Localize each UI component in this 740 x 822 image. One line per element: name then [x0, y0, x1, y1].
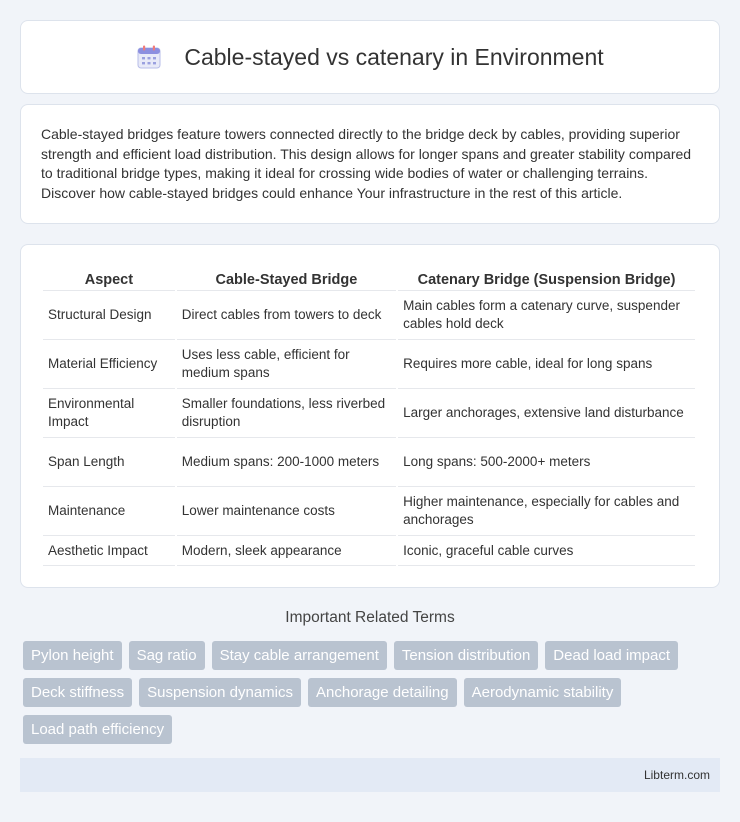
table-row — [43, 389, 695, 438]
tag-dead-load-impact[interactable]: Dead load impact — [545, 641, 678, 670]
column-header-cable-stayed: Cable-Stayed Bridge — [177, 265, 396, 291]
footer-brand-link[interactable]: Libterm.com — [643, 768, 710, 782]
tag-sag-ratio[interactable]: Sag ratio — [129, 641, 205, 670]
table-cell: Environmental Impact — [43, 389, 175, 438]
comparison-card — [20, 244, 720, 588]
table-row — [43, 536, 695, 566]
table-cell: Medium spans: 200-1000 meters — [177, 438, 396, 487]
calendar-icon — [136, 44, 162, 70]
table-cell: Higher maintenance, especially for cables and anchorages — [398, 487, 695, 536]
tag-load-path-efficiency[interactable]: Load path efficiency — [23, 715, 172, 744]
tag-suspension-dynamics[interactable]: Suspension dynamics — [139, 678, 301, 707]
tag-deck-stiffness[interactable]: Deck stiffness — [23, 678, 132, 707]
tag-aerodynamic-stability[interactable]: Aerodynamic stability — [464, 678, 622, 707]
table-cell: Main cables form a catenary curve, suspender cables hold deck — [398, 291, 695, 340]
table-cell: Direct cables from towers to deck — [177, 291, 396, 340]
intro-card — [20, 104, 720, 224]
table-cell: Span Length — [43, 438, 175, 487]
tag-anchorage-detailing[interactable]: Anchorage detailing — [308, 678, 457, 707]
comparison-table — [41, 265, 697, 566]
table-cell: Material Efficiency — [43, 340, 175, 389]
table-cell: Modern, sleek appearance — [177, 536, 396, 566]
tag-stay-cable-arrangement[interactable]: Stay cable arrangement — [212, 641, 387, 670]
table-cell: Aesthetic Impact — [43, 536, 175, 566]
related-terms-title: Important Related Terms — [285, 609, 455, 626]
related-terms-list — [23, 641, 723, 744]
table-cell: Larger anchorages, extensive land disturbance — [398, 389, 695, 438]
tag-pylon-height[interactable]: Pylon height — [23, 641, 122, 670]
table-cell: Smaller foundations, less riverbed disruption — [177, 389, 396, 438]
column-header-catenary: Catenary Bridge (Suspension Bridge) — [398, 265, 695, 291]
table-cell: Requires more cable, ideal for long spans — [398, 340, 695, 389]
page-title: Cable-stayed vs catenary in Environment — [184, 43, 604, 70]
footer — [20, 758, 720, 792]
intro-text: Cable-stayed bridges feature towers connected directly to the bridge deck by cables, providing superior strength and efficient load distribution. This design allows for longer spans and greater stability compared to traditional bridge types, making it ideal for crossing wide bodies of water or challenging terrains. Discover how cable-stayed bridges could enhance Your infrastructure in the rest of this article. — [41, 126, 692, 201]
table-row — [43, 291, 695, 340]
table-cell: Long spans: 500-2000+ meters — [398, 438, 695, 487]
table-header-row — [43, 265, 695, 291]
table-cell: Maintenance — [43, 487, 175, 536]
table-row — [43, 340, 695, 389]
table-cell: Iconic, graceful cable curves — [398, 536, 695, 566]
table-cell: Uses less cable, efficient for medium spans — [177, 340, 396, 389]
tag-tension-distribution[interactable]: Tension distribution — [394, 641, 538, 670]
table-cell: Lower maintenance costs — [177, 487, 396, 536]
table-row — [43, 487, 695, 536]
table-row — [43, 438, 695, 487]
header-card — [20, 20, 720, 94]
table-cell: Structural Design — [43, 291, 175, 340]
column-header-aspect: Aspect — [43, 265, 175, 291]
